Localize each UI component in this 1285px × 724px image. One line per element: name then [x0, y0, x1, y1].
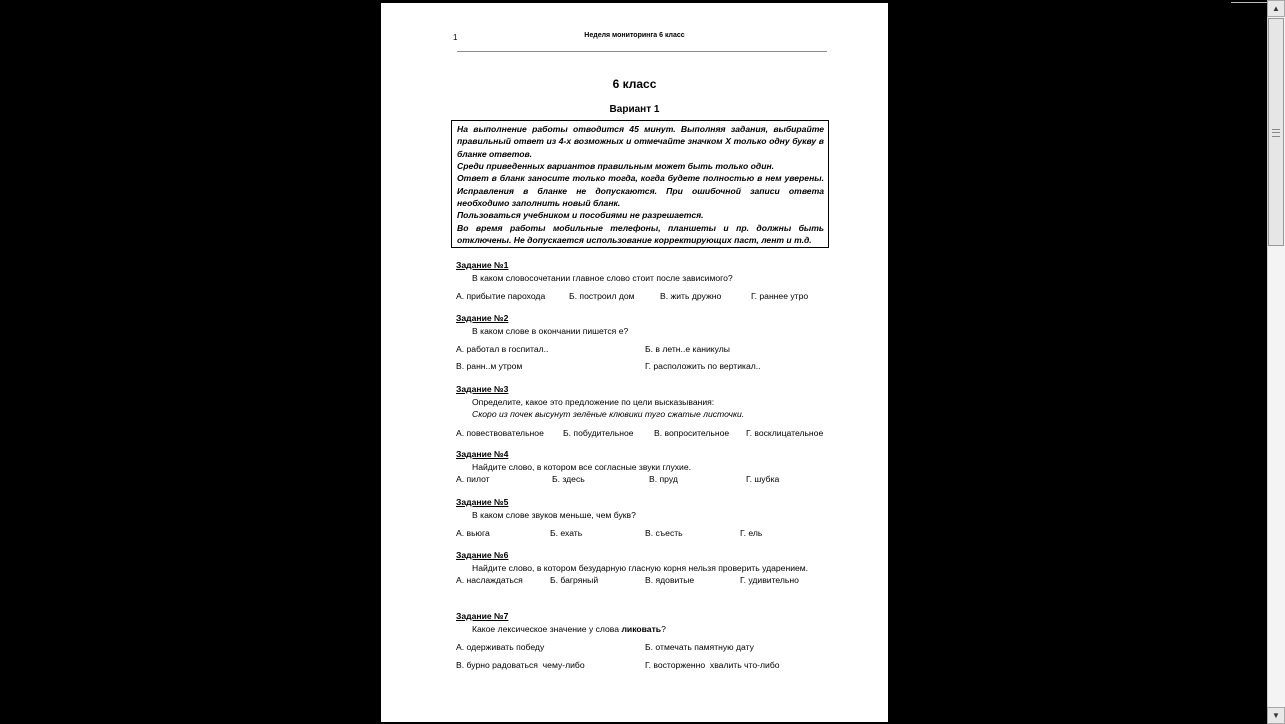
task-question: Найдите слово, в котором безударную гласную корня нельзя проверить ударением. — [472, 562, 809, 573]
option-d: Г. удивительно — [740, 575, 799, 585]
option-b: Б. в летн..е каникулы — [645, 344, 730, 354]
option-b: Б. багряный — [550, 575, 599, 585]
option-a: А. одерживать победу — [456, 642, 545, 652]
task-title: Задание №3 — [456, 384, 509, 394]
option-d: Г. восторженно хвалить что-либо — [645, 660, 780, 670]
task-title: Задание №1 — [456, 260, 509, 270]
option-a: А. работал в госпитал.. — [456, 344, 549, 354]
task-1 — [456, 259, 828, 302]
header-title: Неделя мониторинга 6 класс — [584, 32, 685, 39]
window-edge-line — [1231, 2, 1267, 3]
option-c: В. жить дружно — [660, 291, 722, 301]
task-4 — [456, 448, 828, 485]
option-d: Г. восклицательное — [746, 427, 824, 438]
instruction-line: Ответ в бланк заносите только тогда, когда будете полностью в нем уверены. Исправления в бланке не допускаются. При ошибочной записи ответа необходимо заполнить новый бланк. — [457, 173, 824, 209]
task-3 — [456, 383, 828, 439]
scroll-down-arrow-icon[interactable]: ▼ — [1267, 707, 1285, 724]
option-c: В. съесть — [645, 528, 683, 538]
page-number: 1 — [453, 33, 458, 42]
task-question: Найдите слово, в котором все согласные звуки глухие. — [472, 461, 692, 472]
question-keyword: ликовать — [621, 623, 662, 634]
task-options — [456, 659, 828, 671]
task-options — [456, 574, 828, 586]
task-title: Задание №7 — [456, 611, 509, 621]
task-title: Задание №4 — [456, 449, 509, 459]
instruction-line: Во время работы мобильные телефоны, планшеты и пр. должны быть отключены. Не допускается использование корректирующих паст, лент и т.д. — [457, 222, 824, 246]
task-question: Определите, какое это предложение по цели высказывания: — [472, 396, 715, 407]
option-c: В. вопросительное — [654, 427, 730, 438]
header-rule — [457, 51, 827, 52]
option-d: Г. раннее утро — [751, 291, 809, 301]
question-text: Какое лексическое значение у слова — [472, 623, 622, 634]
task-question: В каком слове звуков меньше, чем букв? — [472, 509, 636, 520]
option-c: В. ранн..м утром — [456, 361, 523, 371]
option-c: В. пруд — [649, 474, 678, 484]
option-b: Б. построил дом — [569, 291, 635, 301]
option-d: Г. расположить по вертикал.. — [645, 361, 761, 371]
instruction-line: Пользоваться учебником и пособиями не разрешается. — [457, 210, 704, 221]
grip-icon — [1272, 129, 1280, 137]
option-a: А. вьюга — [456, 528, 490, 538]
option-b: Б. побудительное — [563, 427, 634, 438]
instruction-line: Среди приведенных вариантов правильным может быть только один. — [457, 161, 775, 172]
task-options — [456, 290, 828, 302]
option-d: Г. ель — [740, 528, 763, 538]
task-options — [456, 360, 828, 372]
scrollbar-thumb[interactable] — [1268, 18, 1284, 246]
option-b: Б. здесь — [552, 474, 585, 484]
class-title: 6 класс — [612, 77, 657, 91]
document-page — [381, 3, 888, 722]
task-question: В каком слове в окончании пишется е? — [472, 325, 629, 336]
task-6 — [456, 549, 828, 586]
instructions-box — [451, 120, 829, 248]
task-2 — [456, 312, 828, 372]
option-a: А. наслаждаться — [456, 575, 523, 585]
option-d: Г. шубка — [746, 474, 780, 484]
task-options — [456, 343, 828, 355]
option-a: А. прибытие парохода — [456, 291, 546, 301]
task-options — [456, 527, 828, 539]
instruction-line: На выполнение работы отводится 45 минут. Выполняя задания, выбирайте правильный ответ из 4-х возможных и отмечайте значком Х только одну букву в бланке ответов. — [457, 124, 824, 159]
task-title: Задание №2 — [456, 313, 509, 323]
task-question — [456, 623, 828, 636]
task-example: Скоро из почек высунут зелёные клювики тугo сжатые листочки. — [472, 409, 745, 419]
option-b: Б. отмечать памятную дату — [645, 642, 754, 652]
option-c: В. бурно радоваться чему-либо — [456, 660, 585, 670]
question-mark: ? — [661, 623, 666, 634]
option-a: А. пилот — [456, 474, 490, 484]
option-b: Б. ехать — [550, 528, 583, 538]
task-title: Задание №5 — [456, 497, 509, 507]
task-question: В каком словосочетании главное слово стоит после зависимого? — [472, 272, 733, 283]
task-options — [456, 641, 828, 653]
scroll-up-arrow-icon[interactable]: ▲ — [1267, 0, 1285, 17]
option-c: В. ядовитые — [645, 575, 695, 585]
task-options — [456, 473, 828, 485]
task-5 — [456, 496, 828, 539]
task-title: Задание №6 — [456, 550, 509, 560]
task-options — [456, 427, 828, 439]
variant-title: Вариант 1 — [609, 104, 660, 115]
option-a: А. повествовательное — [456, 427, 544, 438]
task-7 — [456, 610, 828, 671]
